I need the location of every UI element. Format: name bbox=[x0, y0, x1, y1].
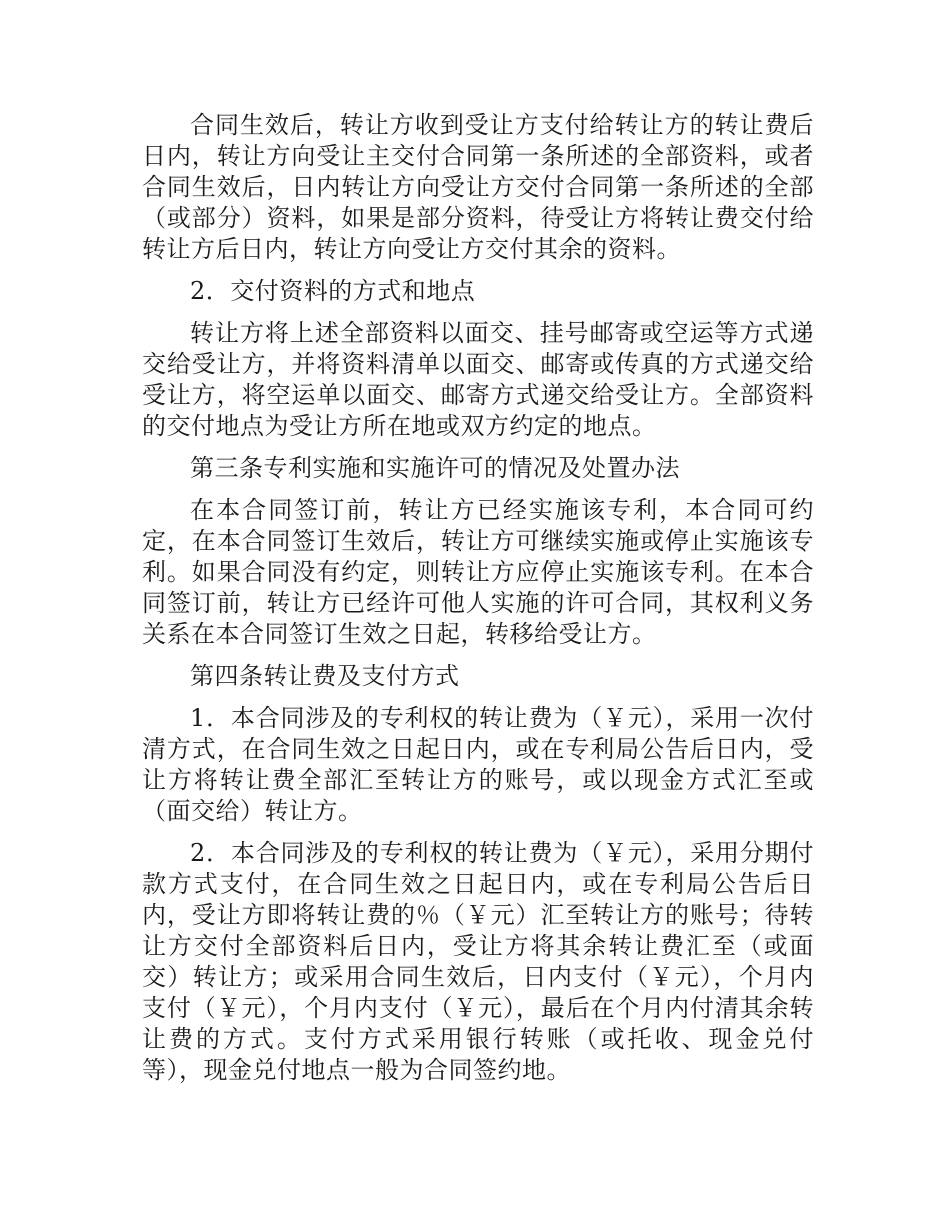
paragraph-delivery-timing: 合同生效后，转让方收到受让方支付给转让方的转让费后日内，转让方向受让主交付合同第一条所述的全部资料，或者合同生效后，日内转让方向受让方交付合同第一条所述的全部（或部分）资料，如果是部分资料，待受让方将转让费交付给转让方后日内，转让方向受让方交付其余的资料。 bbox=[142, 111, 814, 263]
article-3-heading: 第三条专利实施和实施许可的情况及处置办法 bbox=[190, 454, 680, 482]
document-body bbox=[142, 110, 814, 1097]
paragraph-lump-sum-payment: 1．本合同涉及的专利权的转让费为（￥元），采用一次付清方式，在合同生效之日起日内，或在专利局公告后日内，受让方将转让费全部汇至转让方的账号，或以现金方式汇至或（面交给）转让方。 bbox=[142, 704, 814, 825]
paragraph-delivery-method: 转让方将上述全部资料以面交、挂号邮寄或空运等方式递交给受让方，并将资料清单以面交、邮寄或传真的方式递交给受让方，将空运单以面交、邮寄方式递交给受让方。全部资料的交付地点为受让方所在地或双方约定的地点。 bbox=[142, 319, 814, 440]
article-4-heading: 第四条转让费及支付方式 bbox=[190, 662, 460, 690]
section-heading-delivery-method: 2．交付资料的方式和地点 bbox=[190, 277, 476, 305]
paragraph-patent-implementation: 在本合同签订前，转让方已经实施该专利，本合同可约定，在本合同签订生效后，转让方可继续实施或停止实施该专利。如果合同没有约定，则转让方应停止实施该专利。在本合同签订前，转让方已经许可他人实施的许可合同，其权利义务关系在本合同签订生效之日起，转移给受让方。 bbox=[142, 496, 814, 648]
paragraph-installment-payment: 2．本合同涉及的专利权的转让费为（￥元），采用分期付款方式支付，在合同生效之日起日内，或在专利局公告后日内，受让方即将转让费的％（￥元）汇至转让方的账号；待转让方交付全部资料后日内，受让方将其余转让费汇至（或面交）转让方；或采用合同生效后，日内支付（￥元），个月内支付（￥元），个月内支付（￥元），最后在个月内付清其余转让费的方式。支付方式采用银行转账（或托收、现金兑付等），现金兑付地点一般为合同签约地。 bbox=[142, 839, 814, 1084]
